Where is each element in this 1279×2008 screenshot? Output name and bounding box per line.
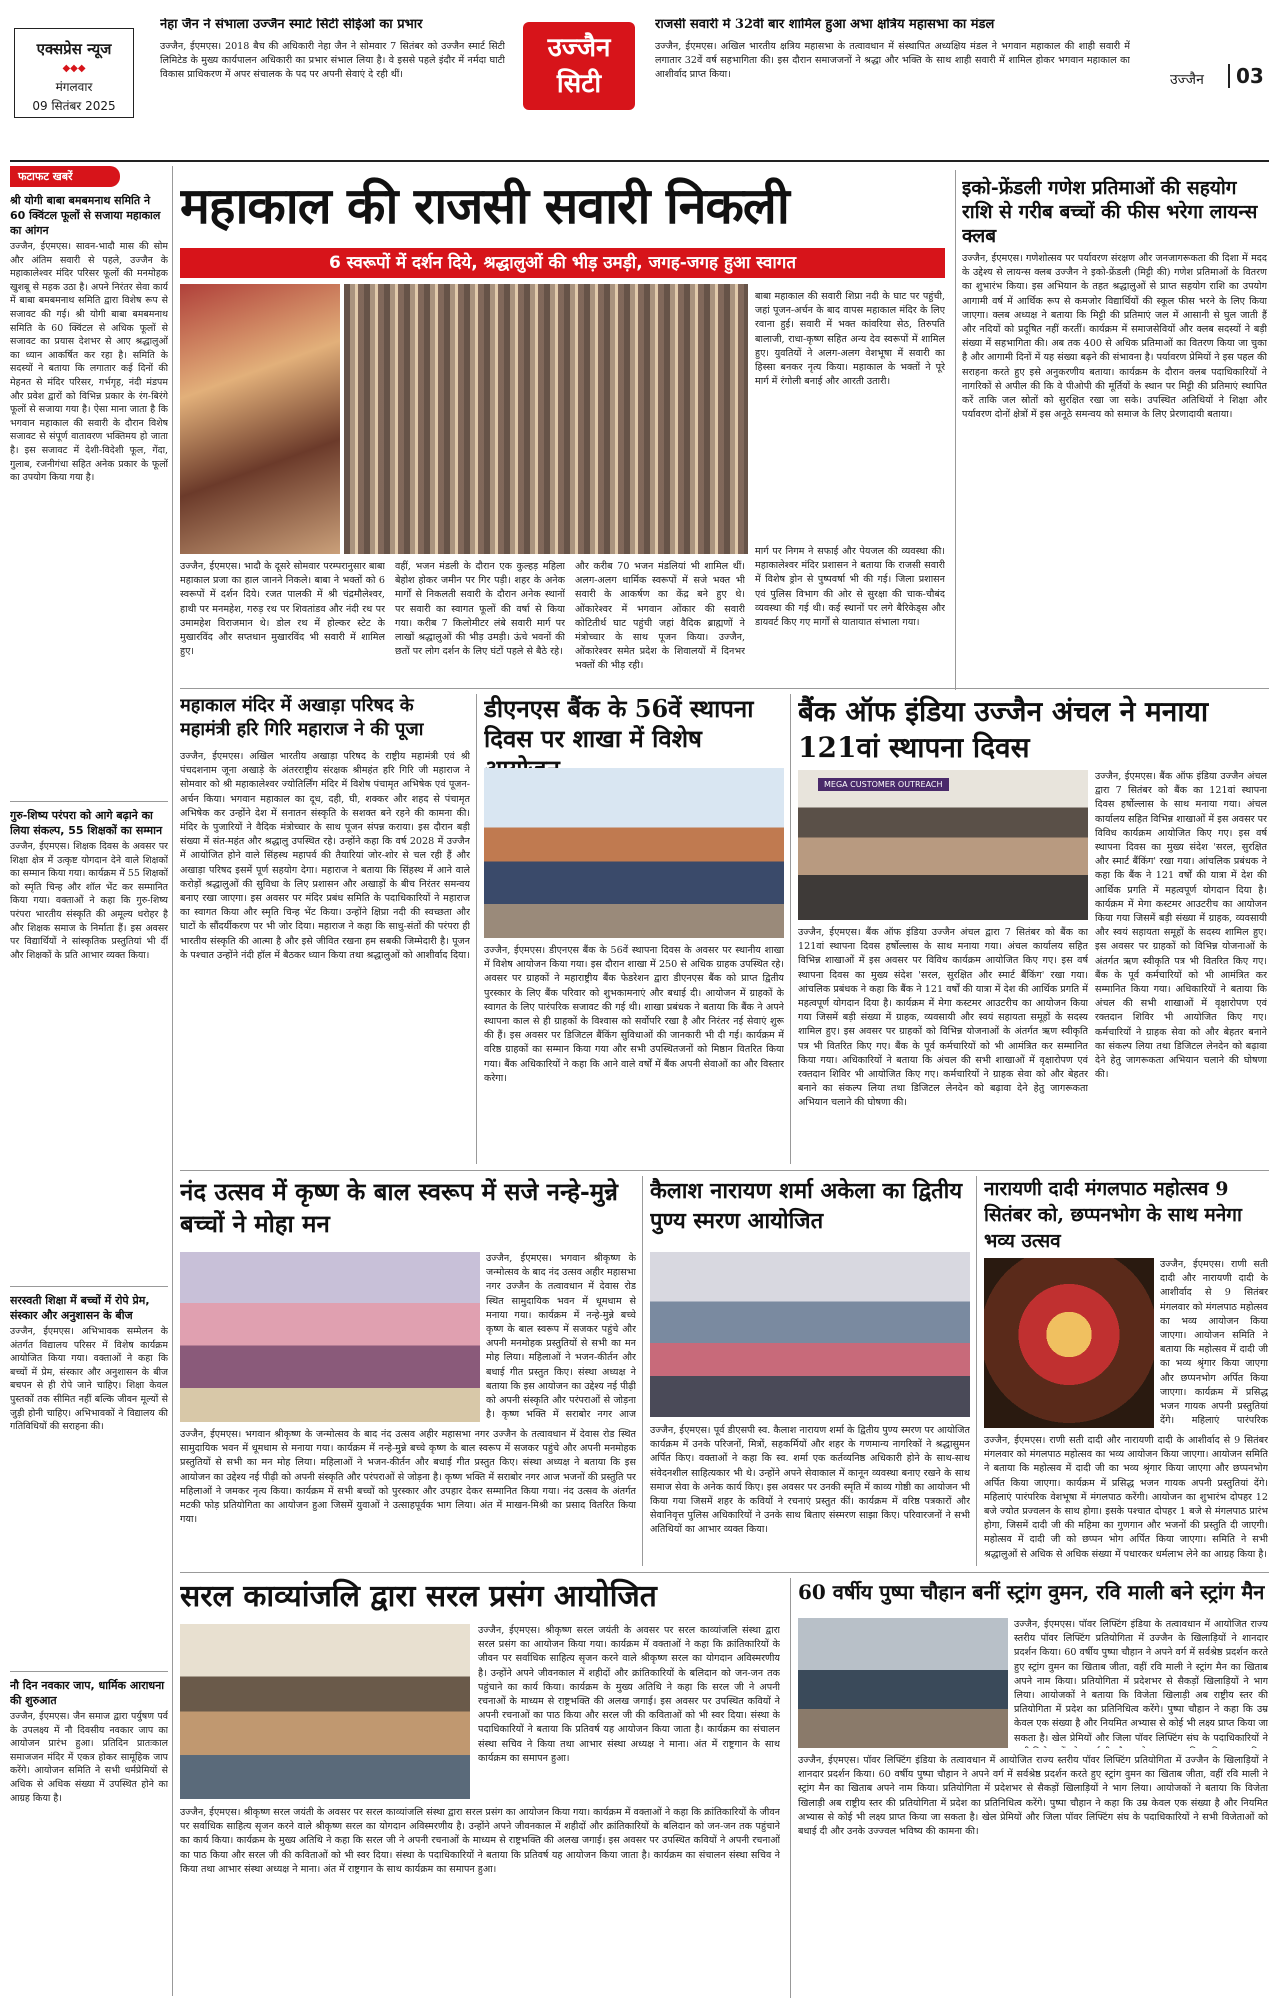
brief-body: उज्जैन, ईएमएस। शिक्षक दिवस के अवसर पर शिक्षा क्षेत्र में उत्कृष्ट योगदान देने वाले शिक्षकों का सम्मान किया गया। कार्यक्रम में 55 शिक्षकों को स्मृति चिन्ह और शॉल भेंट कर सम्मानित किया गया। वक्ताओं ने कहा कि गुरु-शिष्य परंपरा भारतीय संस्कृति की अमूल्य धरोहर है और शिक्षक समाज के निर्माता हैं। इस अवसर पर विद्यार्थियों ने सांस्कृतिक प्रस्तुतियां भी दीं और शिक्षकों के प्रति आभार व्यक्त किया।: [10, 841, 168, 961]
page-number: 03: [1228, 64, 1264, 88]
brief-title: सरस्वती शिक्षा में बच्चों में रोपे प्रेम, संस्कार और अनुशासन के बीज: [10, 1294, 150, 1322]
nand-photo: [180, 1252, 480, 1422]
boi-body: उज्जैन, ईएमएस। बैंक ऑफ इंडिया उज्जैन अंचल द्वारा 7 सितंबर को बैंक का 121वां स्थापना दिवस हर्षोल्लास के साथ मनाया गया। अंचल कार्यालय सहित विभिन्न शाखाओं में इस अवसर पर विविध कार्यक्रम आयोजित किए गए। इस वर्ष स्थापना दिवस का मुख्य संदेश 'सरल, सुरक्षित और स्मार्ट बैंकिंग' रखा गया। आंचलिक प्रबंधक ने कहा कि बैंक ने 121 वर्षों की यात्रा में देश की आर्थिक प्रगति में महत्वपूर्ण योगदान दिया है। कार्यक्रम में मेगा कस्टमर आउटरीच का आयोजन किया गया जिसमें बड़ी संख्या में ग्राहक, व्यवसायी और स्वयं सहायता समूहों के सदस्य शामिल हुए। इस अवसर पर ग्राहकों को विभिन्न योजनाओं के अंतर्गत ऋण स्वीकृति पत्र भी वितरित किए गए। बैंक के पूर्व कर्मचारियों को भी आमंत्रित कर सम्मानित किया गया। अधिकारियों ने बताया कि अंचल की सभी शाखाओं में वृक्षारोपण एवं रक्तदान शिविर भी आयोजित किए गए। कर्मचारियों ने ग्राहक सेवा को और बेहतर बनाने का संकल्प लिया तथा डिजिटल लेनदेन को बढ़ावा देने हेतु जागरूकता अभियान चलाने की घोषणा की।: [798, 927, 1088, 1109]
ganesh-headline: इको-फ्रेंडली गणेश प्रतिमाओं की सहयोग राशि से गरीब बच्चों की फीस भरेगा लायन्स क्लब: [962, 177, 1258, 247]
narayani-side: उज्जैन, ईएमएस। राणी सती दादी और नारायणी दादी के आशीर्वाद से 9 सितंबर मंगलवार को मंगलपाठ महोत्सव का भव्य आयोजन किया जाएगा। आयोजन समिति ने बताया कि महोत्सव में दादी जी का भव्य श्रृंगार किया जाएगा और छप्पनभोग अर्पित किया जाएगा। कार्यक्रम में प्रसिद्ध भजन गायक अपनी प्रस्तुतियां देंगे। महिलाएं पारंपरिक: [1160, 1259, 1268, 1427]
sidebar-brief: [10, 808, 168, 1280]
nand-headline: नंद उत्सव में कृष्ण के बाल स्वरूप में सजे नन्हे-मुन्ने बच्चों ने मोहा मन: [180, 1177, 618, 1238]
brand-box: [14, 28, 134, 118]
row2-rule: [180, 688, 1269, 689]
dnyas-photo: [484, 768, 784, 938]
lead-col1: उज्जैन, ईएमएस। भादौ के दूसरे सोमवार परम्परानुसार बाबा महाकाल प्रजा का हाल जानने निकले। बाबा ने भक्तों को 6 स्वरूपों में दर्शन दिये। रजत पालकी में श्री चंद्रमौलेश्वर, हाथी पर मनमहेश, गरुड़ रथ पर शिवतांडव और नंदी रथ पर उमामहेश विराजमान थे। डोल रथ में होल्कर स्टेट के मुखारविंद और सप्तधान मुखारविंद भी सवारी में शामिल हुए।: [180, 561, 385, 658]
narayani-headline: नारायणी दादी मंगलपाठ महोत्सव 9 सितंबर को, छप्पनभोग के साथ मनेगा भव्य उत्सव: [984, 1178, 1242, 1252]
kailash-photo: [650, 1252, 970, 1417]
ganesh-body: उज्जैन, ईएमएस। गणेशोत्सव पर पर्यावरण संरक्षण और जनजागरूकता की दिशा में मदद के उद्देश्य से लायन्स क्लब उज्जैन ने इको-फ्रेंडली (मिट्टी की) गणेश प्रतिमाओं के वितरण का शुभारंभ किया। इस अभियान के तहत श्रद्धालुओं से प्राप्त सहयोग राशि का उपयोग आगामी वर्ष में आर्थिक रूप से कमजोर विद्यार्थियों की स्कूल फीस भरने के लिए किया जाएगा। क्लब अध्यक्ष ने बताया कि मिट्टी की प्रतिमाएं जल में आसानी से घुल जाती हैं और नदियों को प्रदूषित नहीं करतीं। कार्यक्रम में समाजसेवियों और क्लब सदस्यों ने बड़ी संख्या में सहभागिता की। अब तक 400 से अधिक प्रतिमाओं का वितरण किया जा चुका है और आगामी दिनों में यह संख्या बढ़ने की संभावना है। पर्यावरण प्रेमियों ने इस पहल की सराहना करते हुए इसे अनुकरणीय बताया। कार्यक्रम के दौरान क्लब पदाधिकारियों ने नागरिकों से अपील की कि वे पीओपी की मूर्तियों के स्थान पर मिट्टी की प्रतिमाएं स्थापित करें ताकि जल स्रोतों को सुरक्षित रखा जा सके। उपस्थित अतिथियों ने शिक्षा और पर्यावरण दोनों क्षेत्रों में इस अनूठे समन्वय को समाज के लिए प्रेरणादायी बताया।: [962, 253, 1267, 421]
saral-side: उज्जैन, ईएमएस। श्रीकृष्ण सरल जयंती के अवसर पर सरल काव्यांजलि संस्था द्वारा सरल प्रसंग का आयोजन किया गया। कार्यक्रम में वक्ताओं ने कहा कि क्रांतिकारियों के जीवन पर सर्वाधिक साहित्य सृजन करने वाले श्रीकृष्ण सरल का योगदान अविस्मरणीय है। उन्होंने अपने जीवनकाल में शहीदों और क्रांतिकारियों के बलिदान को जन-जन तक पहुंचाने का कार्य किया। कार्यक्रम के मुख्य अतिथि ने कहा कि सरल जी ने अपनी रचनाओं के माध्यम से राष्ट्रभक्ति की अलख जगाई। इस अवसर पर उपस्थित कवियों ने अपनी रचनाओं का पाठ किया और सरल जी की कविताओं को भी स्वर दिया। संस्था के पदाधिकारियों ने बताया कि प्रतिवर्ष यह आयोजन किया जाता है। कार्यक्रम का संचालन संस्था सचिव ने किया तथा आभार संस्था अध्यक्ष ने माना। अंत में राष्ट्रगान के साथ कार्यक्रम का समापन हुआ।: [478, 1625, 780, 1764]
nand-rule: [642, 1176, 643, 1566]
lead-headline: महाकाल की राजसी सवारी निकली: [180, 176, 789, 235]
lead-photo-palki: [180, 284, 340, 554]
kailash-rule: [976, 1176, 977, 1566]
city-logo-line2: सिटी: [556, 69, 602, 99]
brand-ornament-icon: ◆◆◆: [62, 63, 86, 74]
sidebar: [10, 166, 168, 1996]
row3-rule: [180, 1170, 1269, 1171]
teaser-left-body: उज्जैन, ईएमएस। 2018 बैच की अधिकारी नेहा जैन ने सोमवार 7 सितंबर को उज्जैन स्मार्ट सिटी लिमिटेड के मुख्य कार्यपालन अधिकारी का प्रभार संभाल लिया है। वे इससे पहले इंदौर में नर्मदा घाटी विकास प्राधिकरण में अपर संचालक के पद पर अपनी सेवाएं दे रही थीं।: [160, 41, 505, 81]
city-logo: [523, 22, 635, 110]
brief-body: उज्जैन, ईएमएस। सावन-भादौ मास की सोम और अंतिम सवारी से पहले, उज्जैन के महाकालेश्वर मंदिर परिसर फूलों की मनमोहक खुशबू से महक उठा है। अपने निरंतर सेवा कार्य में बाबा बमबमनाथ समिति द्वारा विशेष रूप से सजावट की गई। श्री योगी बाबा बमबमनाथ समिति के 60 क्विंटल से अधिक फूलों से सजावट का प्रयास देशभर से आए श्रद्धालुओं का ध्यान आकर्षित कर रहा है। समिति के सदस्यों ने बताया कि लगातार कई दिनों की मेहनत से मंदिर परिसर, गर्भगृह, नंदी मंडपम और प्रवेश द्वारों को विभिन्न प्रकार के रंग-बिरंगे फूलों से सजाया गया है। ऐसा माना जाता है कि भगवान महाकाल की सवारी के दौरान विशेष सजावट से संपूर्ण वातावरण भक्तिमय हो जाता है। इस सजावट में देशी-विदेशी फूल, गेंदा, गुलाब, रजनीगंधा सहित अनेक प्रकार के फूलों का उपयोग किया गया है।: [10, 241, 168, 484]
issue-day: मंगलवार: [55, 80, 93, 94]
sidebar-brief: [10, 1678, 168, 1940]
pushpa-headline: 60 वर्षीय पुष्पा चौहान बनीं स्ट्रांग वुमन, रवि माली बने स्ट्रांग मैन: [798, 1580, 1265, 1604]
city-logo-line1: उज्जैन: [547, 33, 611, 63]
row4-rule: [180, 1572, 1269, 1573]
lead-photo-crowd: [344, 284, 748, 554]
saral-headline: सरल काव्यांजलि द्वारा सरल प्रसंग आयोजित: [180, 1579, 657, 1614]
sidebar-label: फटाफट खबरें: [10, 166, 120, 187]
masthead: [0, 0, 1279, 128]
akhada-body: उज्जैन, ईएमएस। अखिल भारतीय अखाड़ा परिषद के राष्ट्रीय महामंत्री एवं श्री पंचदशनाम जूना अखाड़े के अंतरराष्ट्रीय संरक्षक श्रीमहंत हरि गिरि जी महाराज ने सोमवार को श्री महाकालेश्वर ज्योतिर्लिंग मंदिर में विशेष पंचामृत अभिषेक एवं पूजन-अर्चन किया। भगवान महाकाल का दूध, दही, घी, शक्कर और शहद से पंचामृत अभिषेक कर उन्होंने देश में सनातन संस्कृति के सशक्त बने रहने की कामना की। मंदिर के पुजारियों ने वैदिक मंत्रोच्चार के साथ पूजन संपन्न कराया। इस दौरान बड़ी संख्या में संत-महंत और श्रद्धालु उपस्थित रहे। उन्होंने कहा कि वर्ष 2028 में उज्जैन में आयोजित होने वाले सिंहस्थ महापर्व की तैयारियां जोर-शोर से चल रही हैं और अखाड़ा परिषद इसमें पूर्ण सहयोग देगा। महाराज ने बताया कि सिंहस्थ में आने वाले करोड़ों श्रद्धालुओं की सुविधा के लिए प्रशासन और अखाड़ों के बीच निरंतर समन्वय बनाए रखा जाएगा। इस अवसर पर मंदिर प्रबंध समिति के पदाधिकारियों ने महाराज का स्वागत किया और स्मृति चिन्ह भेंट किया। उन्होंने क्षिप्रा नदी की स्वच्छता और घाटों के सौंदर्यीकरण पर भी जोर दिया। महाराज ने कहा कि साधु-संतों की परंपरा ही भारतीय संस्कृति की आत्मा है और इसे जीवित रखना हम सबकी जिम्मेदारी है। पूजन के पश्चात उन्होंने नंदी हॉल में बैठकर ध्यान किया तथा श्रद्धालुओं को आशीर्वाद दिया।: [180, 751, 470, 961]
brief-body: उज्जैन, ईएमएस। जैन समाज द्वारा पर्युषण पर्व के उपलक्ष्य में नौ दिवसीय नवकार जाप का आयोजन प्रारंभ हुआ। प्रतिदिन प्रातःकाल समाजजन मंदिर में एकत्र होकर सामूहिक जाप करेंगे। आयोजन समिति ने सभी धर्मप्रेमियों से अधिक से अधिक संख्या में उपस्थित होने का आग्रह किया है।: [10, 1711, 168, 1804]
kailash-headline: कैलाश नारायण शर्मा अकेला का द्वितीय पुण्य स्मरण आयोजित: [650, 1178, 963, 1234]
pushpa-photo: [798, 1618, 1008, 1748]
pushpa-side: उज्जैन, ईएमएस। पॉवर लिफ्टिंग इंडिया के तत्वावधान में आयोजित राज्य स्तरीय पॉवर लिफ्टिंग प्रतियोगिता में उज्जैन के खिलाड़ियों ने शानदार प्रदर्शन किया। 60 वर्षीय पुष्पा चौहान ने अपने वर्ग में सर्वश्रेष्ठ प्रदर्शन करते हुए स्ट्रांग वुमन का खिताब जीता, वहीं रवि माली ने स्ट्रांग मैन का खिताब अपने नाम किया। प्रतियोगिता में प्रदेशभर से सैकड़ों खिलाड़ियों ने भाग लिया। आयोजकों ने बताया कि विजेता खिलाड़ी अब राष्ट्रीय स्तर की प्रतियोगिता में प्रदेश का प्रतिनिधित्व करेंगे। पुष्पा चौहान ने कहा कि उम्र केवल एक संख्या है और नियमित अभ्यास से कोई भी लक्ष्य प्राप्त किया जा सकता है। खेल प्रेमियों और जिला पॉवर लिफ्टिंग संघ के पदाधिकारियों ने: [1014, 1619, 1268, 1744]
brief-title: श्री योगी बाबा बमबमनाथ समिति ने 60 क्विंटल फूलों से सजाया महाकाल का आंगन: [10, 194, 161, 237]
issue-date: 09 सितंबर 2025: [32, 99, 116, 113]
lead-col3: और करीब 70 भजन मंडलियां भी शामिल थीं। अलग-अलग धार्मिक स्वरूपों में सजे भक्त भी सवारी के आकर्षण का केंद्र बने हुए थे। ओंकारेश्वर में भगवान ओंकार की सवारी कोटितीर्थ घाट पहुंची जहां वैदिक ब्राह्मणों ने मंत्रोच्चार के साथ पूजन किया। उज्जैन, ओंकारेश्वर समेत प्रदेश के शिवालयों में दिनभर भक्तों की भीड़ रही।: [575, 561, 745, 672]
lead-right-rule: [955, 170, 956, 690]
brand-name: एक्सप्रेस न्यूज: [36, 40, 112, 58]
boi-photo-banner: MEGA CUSTOMER OUTREACH: [818, 778, 949, 791]
masthead-rule: [10, 160, 1269, 162]
dnyas-body: उज्जैन, ईएमएस। डीएनएस बैंक के 56वें स्थापना दिवस के अवसर पर स्थानीय शाखा में विशेष आयोजन किया गया। इस दौरान शाखा में 250 से अधिक ग्राहक उपस्थित रहे। अवसर पर ग्राहकों ने महाराष्ट्रीय बैंक फेडरेशन द्वारा डीएनएस बैंक को प्राप्त द्वितीय पुरस्कार के लिए बैंक परिवार को शुभकामनाएं और बधाई दी। आयोजन में ग्राहकों के स्वागत के लिए पारंपरिक सजावट की गई थी। शाखा प्रबंधक ने बताया कि बैंक ने अपने स्थापना काल से ही ग्राहकों के विश्वास को सर्वोपरि रखा है और निरंतर नई सेवाएं शुरू की हैं। इस अवसर पर डिजिटल बैंकिंग सुविधाओं की जानकारी भी दी गई। कार्यक्रम में वरिष्ठ ग्राहकों का सम्मान किया गया और सभी उपस्थितजनों को मिष्ठान वितरित किया गया। बैंक अधिकारियों ने कहा कि आने वाले वर्षों में बैंक अपनी सेवाओं का और विस्तार करेगा।: [484, 945, 784, 1084]
brief-body: उज्जैन, ईएमएस। अभिभावक सम्मेलन के अंतर्गत विद्यालय परिसर में विशेष कार्यक्रम आयोजित किया गया। वक्ताओं ने कहा कि बच्चों में प्रेम, संस्कार और अनुशासन के बीज बचपन से ही रोपे जाने चाहिए। शिक्षा केवल पुस्तकों तक सीमित नहीं बल्कि जीवन मूल्यों से जुड़ी होनी चाहिए। अभिभावकों ने विद्यालय की गतिविधियों की सराहना की।: [10, 1326, 168, 1433]
sidebar-brief: [10, 1293, 168, 1665]
dnyas-rule: [790, 694, 791, 1164]
sidebar-brief: [10, 193, 168, 795]
boi-body-side: उज्जैन, ईएमएस। बैंक ऑफ इंडिया उज्जैन अंचल द्वारा 7 सितंबर को बैंक का 121वां स्थापना दिवस हर्षोल्लास के साथ मनाया गया। अंचल कार्यालय सहित विभिन्न शाखाओं में इस अवसर पर विविध कार्यक्रम आयोजित किए गए। इस वर्ष स्थापना दिवस का मुख्य संदेश 'सरल, सुरक्षित और स्मार्ट बैंकिंग' रखा गया। आंचलिक प्रबंधक ने कहा कि बैंक ने 121 वर्षों की यात्रा में देश की आर्थिक प्रगति में महत्वपूर्ण योगदान दिया है। कार्यक्रम में मेगा कस्टमर आउटरीच का आयोजन किया गया जिसमें बड़ी संख्या में ग्राहक, व्यवसायी और स्वयं सहायता समूहों के सदस्य शामिल हुए। इस अवसर पर ग्राहकों को विभिन्न योजनाओं के अंतर्गत ऋण स्वीकृति पत्र भी वितरित किए गए। बैंक के पूर्व कर्मचारियों को भी आमंत्रित कर सम्मानित किया गया। अधिकारियों ने बताया कि अंचल की सभी शाखाओं में वृक्षारोपण एवं रक्तदान शिविर भी आयोजित किए गए। कर्मचारियों ने ग्राहक सेवा को और बेहतर बनाने का संकल्प लिया तथा डिजिटल लेनदेन को बढ़ावा देने हेतु जागरूकता अभियान चलाने की घोषणा की।: [1095, 771, 1267, 1081]
page-label: उज्जैन: [1170, 72, 1204, 88]
narayani-photo: [984, 1258, 1154, 1428]
nand-body: उज्जैन, ईएमएस। भगवान श्रीकृष्ण के जन्मोत्सव के बाद नंद उत्सव अहीर महासभा नगर उज्जैन के तत्वावधान में देवास रोड स्थित सामुदायिक भवन में धूमधाम से मनाया गया। कार्यक्रम में नन्हे-मुन्ने बच्चे कृष्ण के बाल स्वरूप में सजकर पहुंचे और अपनी मनमोहक प्रस्तुतियों से सभी का मन मोह लिया। महिलाओं ने भजन-कीर्तन और बधाई गीत प्रस्तुत किए। संस्था अध्यक्ष ने बताया कि इस आयोजन का उद्देश्य नई पीढ़ी को अपनी संस्कृति और परंपराओं से जोड़ना है। कृष्ण भक्ति में सराबोर नगर आज भजनों की प्रस्तुति पर महिलाओं ने जमकर नृत्य किया। कार्यक्रम में सभी बच्चों को पुरस्कार और उपहार देकर सम्मानित किया गया। नंद उत्सव के अंतर्गत मटकी फोड़ प्रतियोगिता का आयोजन हुआ जिसमें युवाओं ने उत्साहपूर्वक भाग लिया। अंत में माखन-मिश्री का प्रसाद वितरित किया गया।: [180, 1429, 636, 1526]
lead-subhead: 6 स्वरूपों में दर्शन दिये, श्रद्धालुओं की भीड़ उमड़ी, जगह-जगह हुआ स्वागत: [180, 248, 945, 278]
dnyas-headline: डीएनएस बैंक के 56वें स्थापना दिवस पर शाखा में विशेष: [484, 694, 754, 753]
boi-headline: बैंक ऑफ इंडिया उज्जैन अंचल ने मनाया 121वां स्थापना दिवस: [798, 695, 1209, 764]
akhada-rule: [476, 694, 477, 1164]
lead-col2: वहीं, भजन मंडली के दौरान एक कुल्हड़ महिला बेहोश होकर जमीन पर गिर पड़ी। शहर के अनेक मार्गों से निकलती सवारी के दौरान अनेक स्थानों पर सवारी का स्वागत फूलों की वर्षा से किया गया। करीब 7 किलोमीटर लंबे सवारी मार्ग पर लाखों श्रद्धालुओं की भीड़ उमड़ी। ऊंचे भवनों की छतों पर लोग दर्शन के लिए घंटों पहले से बैठे रहे।: [395, 561, 565, 658]
saral-photo: [180, 1624, 470, 1799]
nand-side: उज्जैन, ईएमएस। भगवान श्रीकृष्ण के जन्मोत्सव के बाद नंद उत्सव अहीर महासभा नगर उज्जैन के तत्वावधान में देवास रोड स्थित सामुदायिक भवन में धूमधाम से मनाया गया। कार्यक्रम में नन्हे-मुन्ने बच्चे कृष्ण के बाल स्वरूप में सजकर पहुंचे और अपनी मनमोहक प्रस्तुतियों से सभी का मन मोह लिया। महिलाओं ने भजन-कीर्तन और बधाई गीत प्रस्तुत किए। संस्था अध्यक्ष ने बताया कि इस आयोजन का उद्देश्य नई पीढ़ी को अपनी संस्कृति और परंपराओं से जोड़ना है। कृष्ण भक्ति में सराबोर नगर आज: [486, 1253, 636, 1421]
boi-photo: [798, 770, 1088, 920]
sidebar-rule: [172, 166, 173, 1996]
teaser-right-body: उज्जैन, ईएमएस। अखिल भारतीय क्षत्रिय महासभा के तत्वावधान में संस्थापित अध्यक्षिय मंडल ने भगवान महाकाल की शाही सवारी में लगातार 32वें वर्ष सहभागिता की। इस दौरान समाजजनों ने श्रद्धा और भक्ति के साथ शाही सवारी में शामिल होकर भगवान महाकाल का आशीर्वाद प्राप्त किया।: [655, 41, 1130, 81]
akhada-headline: महाकाल मंदिर में अखाड़ा परिषद के महामंत्री हरि गिरि महाराज ने की पूजा: [180, 695, 424, 740]
brief-title: गुरु-शिष्य परंपरा को आगे बढ़ाने का लिया संकल्प, 55 शिक्षकों का सम्मान: [10, 809, 163, 837]
saral-body: उज्जैन, ईएमएस। श्रीकृष्ण सरल जयंती के अवसर पर सरल काव्यांजलि संस्था द्वारा सरल प्रसंग का आयोजन किया गया। कार्यक्रम में वक्ताओं ने कहा कि क्रांतिकारियों के जीवन पर सर्वाधिक साहित्य सृजन करने वाले श्रीकृष्ण सरल का योगदान अविस्मरणीय है। उन्होंने अपने जीवनकाल में शहीदों और क्रांतिकारियों के बलिदान को जन-जन तक पहुंचाने का कार्य किया। कार्यक्रम के मुख्य अतिथि ने कहा कि सरल जी ने अपनी रचनाओं के माध्यम से राष्ट्रभक्ति की अलख जगाई। इस अवसर पर उपस्थित कवियों ने अपनी रचनाओं का पाठ किया और सरल जी की कविताओं को भी स्वर दिया। संस्था के पदाधिकारियों ने बताया कि प्रतिवर्ष यह आयोजन किया जाता है। कार्यक्रम का संचालन संस्था सचिव ने किया तथा आभार संस्था अध्यक्ष ने माना। अंत में राष्ट्रगान के साथ कार्यक्रम का समापन हुआ।: [180, 1807, 780, 1875]
teaser-right-title: राजसी सवारी में 32वीं बार शामिल हुआ अभा क्षत्रिय महासभा का मंडल: [655, 18, 995, 32]
brief-title: नौ दिन नवकार जाप, धार्मिक आराधना की शुरुआत: [10, 1679, 165, 1707]
kailash-body: उज्जैन, ईएमएस। पूर्व डीएसपी स्व. कैलाश नारायण शर्मा के द्वितीय पुण्य स्मरण पर आयोजित कार्यक्रम में उनके परिजनों, मित्रों, सहकर्मियों और शहर के गणमान्य नागरिकों ने श्रद्धासुमन अर्पित किए। वक्ताओं ने कहा कि स्व. शर्मा एक कर्तव्यनिष्ठ अधिकारी होने के साथ-साथ संवेदनशील साहित्यकार भी थे। उन्होंने अपने सेवाकाल में कानून व्यवस्था बनाए रखने के साथ समाज सेवा के अनेक कार्य किए। इस अवसर पर उनकी स्मृति में काव्य गोष्ठी का आयोजन भी किया गया जिसमें शहर के कवियों ने रचनाएं प्रस्तुत कीं। कार्यक्रम में वरिष्ठ पत्रकारों और सेवानिवृत्त पुलिस अधिकारियों ने उनके साथ बिताए संस्मरण साझा किए। परिवारजनों ने सभी अतिथियों का आभार व्यक्त किया।: [650, 1425, 970, 1536]
narayani-body: उज्जैन, ईएमएस। राणी सती दादी और नारायणी दादी के आशीर्वाद से 9 सितंबर मंगलवार को मंगलपाठ महोत्सव का भव्य आयोजन किया जाएगा। आयोजन समिति ने बताया कि महोत्सव में दादी जी का भव्य श्रृंगार किया जाएगा और छप्पनभोग अर्पित किया जाएगा। कार्यक्रम में प्रसिद्ध भजन गायक अपनी प्रस्तुतियां देंगे। महिलाएं पारंपरिक वेशभूषा में मंगलपाठ करेंगी। आयोजन का शुभारंभ दोपहर 12 बजे ज्योत प्रज्वलन के साथ होगा। इसके पश्चात दोपहर 1 बजे से मंगलपाठ प्रारंभ होगा, जिसमें दादी जी की महिमा का गुणगान और भजनों की प्रस्तुति दी जाएगी। महोत्सव में दादी जी को छप्पन भोग अर्पित किया जाएगा। समिति ने सभी श्रद्धालुओं से अधिक से अधिक संख्या में पधारकर धर्मलाभ लेने का आग्रह किया है।: [984, 1435, 1268, 1560]
pushpa-body: उज्जैन, ईएमएस। पॉवर लिफ्टिंग इंडिया के तत्वावधान में आयोजित राज्य स्तरीय पॉवर लिफ्टिंग प्रतियोगिता में उज्जैन के खिलाड़ियों ने शानदार प्रदर्शन किया। 60 वर्षीय पुष्पा चौहान ने अपने वर्ग में सर्वश्रेष्ठ प्रदर्शन करते हुए स्ट्रांग वुमन का खिताब जीता, वहीं रवि माली ने स्ट्रांग मैन का खिताब अपने नाम किया। प्रतियोगिता में प्रदेशभर से सैकड़ों खिलाड़ियों ने भाग लिया। आयोजकों ने बताया कि विजेता खिलाड़ी अब राष्ट्रीय स्तर की प्रतियोगिता में प्रदेश का प्रतिनिधित्व करेंगे। पुष्पा चौहान ने कहा कि उम्र केवल एक संख्या है और नियमित अभ्यास से कोई भी लक्ष्य प्राप्त किया जा सकता है। खेल प्रेमियों और जिला पॉवर लिफ्टिंग संघ के पदाधिकारियों ने सभी विजेताओं को बधाई दी और उनके उज्ज्वल भविष्य की कामना की।: [798, 1755, 1268, 1838]
teaser-left-title: नेहा जैन ने संभाला उज्जैन स्मार्ट सिटी सीईओ का प्रभार: [160, 18, 423, 32]
lead-col5: मार्ग पर निगम ने सफाई और पेयजल की व्यवस्था की। महाकालेश्वर मंदिर प्रशासन ने बताया कि राजसी सवारी में विशेष ड्रोन से पुष्पवर्षा भी की गई। जिला प्रशासन एवं पुलिस विभाग की ओर से सुरक्षा की चाक-चौबंद व्यवस्था की गई थी। कई स्थानों पर लगे बैरिकेड्स और डायवर्ट किए गए मार्गों से यातायात संभाला गया।: [755, 546, 945, 629]
saral-rule: [790, 1578, 791, 1998]
lead-col4: बाबा महाकाल की सवारी शिप्रा नदी के घाट पर पहुंची, जहां पूजन-अर्चन के बाद वापस महाकाल मंदिर के लिए रवाना हुई। सवारी में भक्त कांवरिया सेठ, तिरुपति बालाजी, राधा-कृष्ण सहित अन्य देव स्वरूपों में शामिल हुए। युवतियों ने अलग-अलग वेशभूषा में सवारी का हिस्सा बनकर नृत्य किया। महाकाल के भक्तों ने पूरे मार्ग में रंगोली बनाई और आरती उतारी।: [755, 291, 945, 388]
